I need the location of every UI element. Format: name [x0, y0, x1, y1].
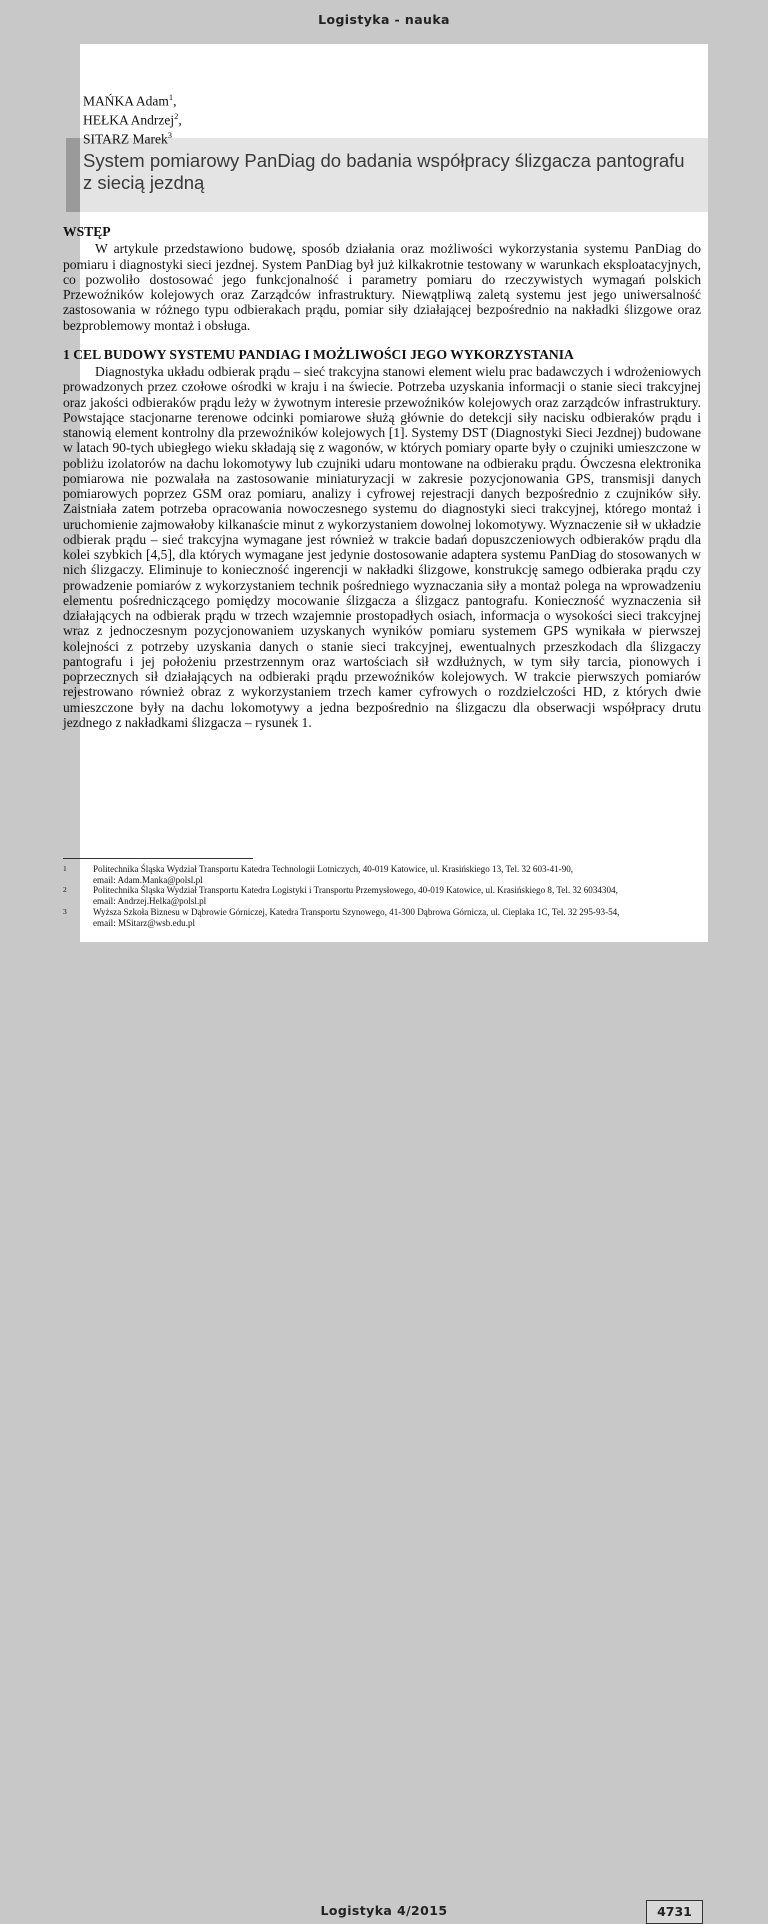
footnote	[63, 907, 701, 928]
author-line	[83, 128, 182, 147]
footnotes	[63, 858, 701, 928]
journal-issue-label: Logistyka 4/2015	[320, 1903, 448, 1918]
author-affiliation-mark: 1	[168, 92, 174, 102]
page-number: 4731	[646, 1900, 703, 1924]
footnote-email: email: Andrzej.Helka@polsl.pl	[93, 896, 207, 907]
footnote-email: email: MSitarz@wsb.edu.pl	[93, 917, 196, 928]
journal-section-label: Logistyka - nauka	[318, 12, 450, 27]
footnote-number: 1	[63, 864, 67, 873]
title-accent-block	[66, 138, 80, 212]
author-name: MAŃKA Adam	[83, 93, 169, 109]
section-heading-intro: WSTĘP	[63, 224, 111, 239]
author-line: HEŁKA Andrzej$^2$,	[83, 110, 182, 128]
section-paragraph-intro: W artykule przedstawiono budowę, sposób działania oraz możliwości wykorzystania systemu PanDiag do pomiaru i diagnostyki sieci jezdnej. System PanDiag był już kilkakrotnie testowany w warunkach eksploatacyjnych, co pozwoliło dostosować jego funkcjonalność i parametry pomiaru do rzeczywistych wymagań polskich Przewoźników kolejowych oraz Zarządców infrastruktury. Niewątpliwą zaletą systemu jest jego uniwersalność zastosowania w różnego typu odbierakach prądu, pomiar siły działającej bezpośrednio na nakładki ślizgowe oraz bezproblemowy montaż i obsługa.	[63, 241, 701, 333]
footnote-number: 3	[63, 906, 67, 916]
footnote-number: 2	[63, 885, 67, 895]
author-list	[83, 90, 182, 147]
footnote-affiliation: Wyższa Szkoła Biznesu w Dąbrowie Górniczej, Katedra Transportu Szynowego, 41-300 Dąbrowa Górnicza, ul. Cieplaka 1C, Tel. 32 295-93-54,	[93, 906, 620, 917]
author-affiliation-mark: 2	[174, 110, 179, 121]
author-affiliation-mark: 3	[167, 129, 173, 140]
article-body	[63, 224, 701, 730]
author-name: SITARZ Marek	[83, 131, 168, 147]
footnote-rule	[63, 858, 253, 859]
section-heading-1: 1 CEL BUDOWY SYSTEMU PANDIAG I MOŻLIWOŚCI JEGO WYKORZYSTANIA	[63, 346, 574, 362]
footnote-affiliation: Politechnika Śląska Wydział Transportu Katedra Technologii Lotniczych, 40-019 Katowice, ul. Krasińskiego 13, Tel. 32 603-41-90,	[93, 864, 574, 874]
footnote	[63, 864, 701, 885]
running-header	[0, 0, 768, 44]
section-paragraph-1: Diagnostyka układu odbierak prądu – sieć trakcyjna stanowi element wielu prac badawczych i wdrożeniowych prowadzonych przez czołowe ośrodki w kraju i na świecie. Potrzeba uzyskania informacji o stanie sieci trakcyjnej oraz jakości odbieraków prądu leży w żywotnym interesie przewoźników kolejowych oraz zarządców infrastruktury. Powstające stacjonarne terenowe odcinki pomiarowe służą głównie do detekcji siły nacisku odbieraków prądu i stanowią element kontrolny dla przewoźników kolejowych [1]. Systemy DST (Diagnostyki Sieci Jezdnej) budowane w latach 90-tych ubiegłego wieku składają się z wagonów, w których pomiary oparte były o czujniki umieszczone w pobliżu izolatorów na dachu lokomotywy lub czujniki udaru montowane na odbieraku prądu. Ówczesna elektronika pomiarowa nie pozwalała na zastosowanie miniaturyzacji w zakresie pozycjonowania GPS, transmisji danych pomiarowych poprzez GSM oraz pomiaru, analizy i cyfrowej rejestracji danych bezpośrednio z czujników siły. Zaistniała zatem potrzeba opracowania nowoczesnego systemu do diagnostyki sieci trakcyjnej, którego montaż i uruchomienie zajmowałoby kilkanaście minut z wykorzystaniem dowolnej lokomotywy. Wyznaczenie sił w układzie odbierak prądu – sieć trakcyjna wymagane jest również w trakcie badań dopuszczeniowych odbieraków prądu dla kolei szybkich [4,5], dla których wymagane jest jedynie dostosowanie adaptera systemu PanDiag do stosowanych w nich ślizgaczy. Eliminuje to konieczność ingerencji w nakładki ślizgowe, konstrukcję samego odbieraka prądu czy prowadzenie pomiarów z wykorzystaniem technik pośredniego wyznaczania siły a montaż polega na wprowadzeniu elementu pośredniczącego pomiędzy mocowanie ślizgacza a ślizgacz pantografu. Konieczność wyznaczenia sił działających na odbierak prądu w trzech wzajemnie prostopadłych osiach, informacja o wysokości sieci trakcyjnej wraz z jednoczesnym pozycjonowaniem uzyskanych wyników pomiaru systemem GPS wynikała w pierwszej kolejności z potrzeby uzyskania danych o stanie sieci trakcyjnej, ewentualnych przeszkodach dla ślizgaczy pantografu i jej położeniu przestrzennym oraz wartościach sił wzdłużnych, w tym siły tarcia, pionowych i poprzecznych sił działających na odbieraki prądu przewoźników kolejowych. W trakcie pierwszych pomiarów rejestrowano również obraz z wykorzystaniem trzech kamer cyfrowych o rozdzielczości HD, z których dwie umieszczone były na dachu lokomotywy a jedna bezpośrednio na ślizgaczu dla obserwacji współpracy drutu jezdnego z nakładkami ślizgacza – rysunek 1.	[63, 364, 701, 730]
author-line: MAŃKA Adam$^1$,	[83, 92, 177, 109]
paper-title: System pomiarowy PanDiag do badania współpracy ślizgacza pantografu z siecią jezdną	[83, 150, 685, 193]
footnote-affiliation: Politechnika Śląska Wydział Transportu Katedra Logistyki i Transportu Przemysłowego, 40-019 Katowice, ul. Krasińskiego 8, Tel. 32 6034304,	[93, 885, 618, 896]
footnote-email: email: Adam.Manka@polsl.pl	[93, 874, 203, 885]
author-name: HEŁKA Andrzej	[83, 112, 175, 128]
running-footer	[0, 942, 768, 1919]
footnote	[63, 885, 701, 906]
